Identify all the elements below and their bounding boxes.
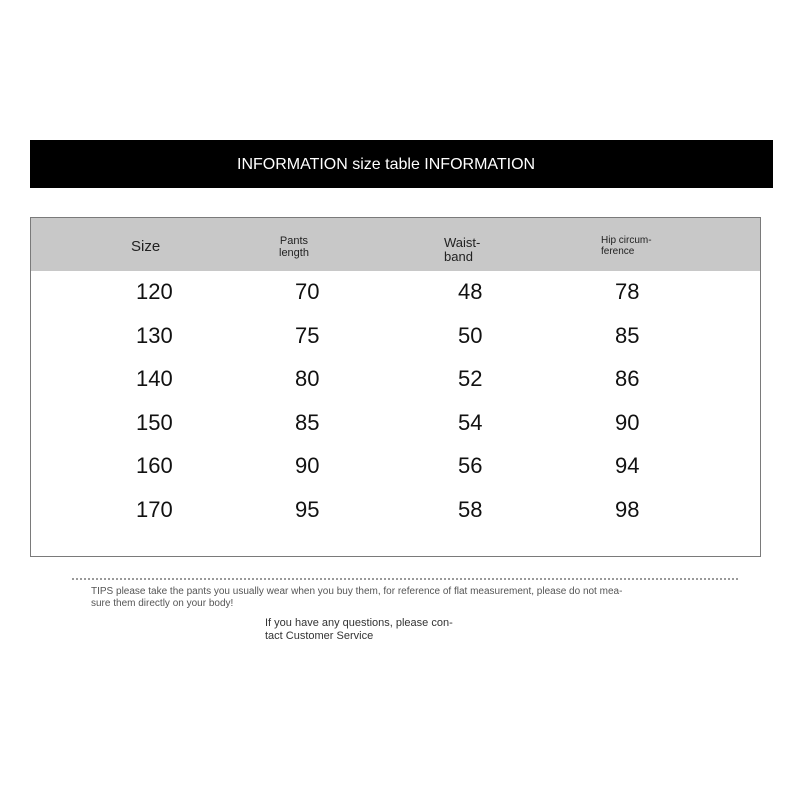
header-waistband-line2: band: [444, 248, 473, 264]
contact-line-2: tact Customer Service: [265, 630, 374, 642]
cell-waistband: 52: [458, 366, 483, 391]
cell-pants-length: 75: [295, 323, 320, 348]
cell-pants-length: 85: [295, 410, 320, 435]
info-banner: [30, 140, 773, 188]
cell-waistband: 50: [458, 323, 483, 348]
cell-size: 160: [136, 453, 173, 478]
cell-waistband: 48: [458, 279, 483, 304]
dotted-divider: [72, 578, 738, 580]
cell-hip: 85: [615, 323, 640, 348]
header-pants-length: [279, 236, 309, 259]
table-header-row: [31, 218, 760, 271]
cell-waistband: 54: [458, 410, 483, 435]
cell-size: 130: [136, 323, 173, 348]
table-row: [31, 323, 760, 367]
banner-title: INFORMATION size table INFORMATION: [237, 156, 536, 173]
header-hip-line2: ference: [601, 245, 635, 257]
header-pants-length-line2: length: [279, 246, 309, 259]
header-waistband-line1: Waist-: [444, 235, 481, 250]
cell-hip: 98: [615, 497, 640, 522]
cell-size: 140: [136, 366, 173, 391]
header-waistband: [444, 236, 480, 263]
cell-hip: 78: [615, 279, 640, 304]
table-row: [31, 497, 760, 541]
cell-waistband: 58: [458, 497, 483, 522]
cell-pants-length: 70: [295, 279, 320, 304]
table-row: [31, 453, 760, 497]
table-row: [31, 410, 760, 454]
table-row: [31, 279, 760, 323]
tips-line-2: sure them directly on your body!: [91, 598, 234, 609]
cell-pants-length: 95: [295, 497, 320, 522]
contact-note: [265, 617, 480, 643]
cell-pants-length: 90: [295, 453, 320, 478]
cell-size: 150: [136, 410, 173, 435]
tips-line-1: TIPS please take the pants you usually wear when you buy them, for reference of flat measurement, please do not mea-: [91, 586, 623, 597]
header-size: Size: [131, 238, 161, 255]
cell-hip: 86: [615, 366, 640, 391]
cell-pants-length: 80: [295, 366, 320, 391]
cell-hip: 90: [615, 410, 640, 435]
header-hip-line1: Hip circum-: [601, 235, 652, 246]
table-row: [31, 366, 760, 410]
tips-note: [91, 586, 701, 610]
cell-size: 120: [136, 279, 173, 304]
size-table: [30, 217, 761, 557]
contact-line-1: If you have any questions, please con-: [265, 617, 453, 629]
header-hip-circumference: [601, 236, 652, 257]
cell-size: 170: [136, 497, 173, 522]
cell-waistband: 56: [458, 453, 483, 478]
header-pants-length-line1: Pants: [279, 235, 309, 247]
cell-hip: 94: [615, 453, 640, 478]
